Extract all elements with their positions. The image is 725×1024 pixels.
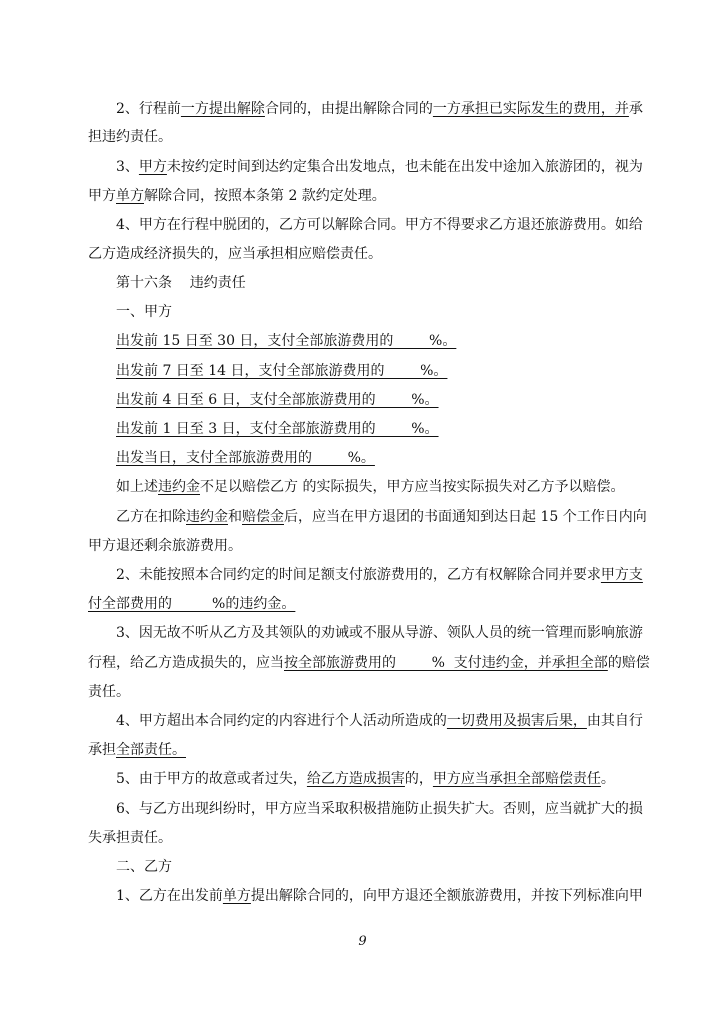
underlined-text: 甲方应当承担全部赔偿责任 <box>432 771 601 787</box>
text-span: 合同的，由提出解除合同的 <box>264 101 433 117</box>
text-span: 承 <box>628 101 643 117</box>
section-a-heading: 一、甲方 <box>116 304 172 320</box>
text-span: 的赔偿 <box>607 655 650 671</box>
paragraph-a6-line1: 6、与乙方出现纠纷时，甲方应当采取积极措施防止损失扩大。否则，应当就扩大的损 <box>116 801 643 817</box>
paragraph-4-line2: 乙方造成经济损失的，应当承担相应赔偿责任。 <box>88 246 382 262</box>
paragraph-a2-line1 <box>116 565 643 585</box>
text-span: 1、乙方在出发前 <box>116 888 223 904</box>
paragraph-3-line1 <box>116 157 643 177</box>
paragraph-2-line2: 担违约责任。 <box>88 129 172 145</box>
paragraph-refund-line2: 甲方退还剩余旅游费用。 <box>88 538 242 554</box>
paragraph-4-line1: 4、甲方在行程中脱团的，乙方可以解除合同。甲方不得要求乙方退还旅游费用。如给 <box>116 217 643 233</box>
text-span: 如上述 <box>116 479 158 495</box>
section-b-heading: 二、乙方 <box>116 859 172 875</box>
underlined-text: 赔偿金 <box>242 509 284 525</box>
paragraph-penalty-line1 <box>116 477 624 497</box>
paragraph-b1-line1 <box>116 886 643 906</box>
paragraph-a6-line2: 失承担责任。 <box>88 830 172 846</box>
text-span: 由其自行 <box>586 713 643 729</box>
paragraph-a2-line2: 付全部费用的 %的违约金。 <box>88 596 296 612</box>
text-span: 的， <box>404 771 433 787</box>
text-span: 2、行程前 <box>116 101 181 117</box>
paragraph-2-line1 <box>116 99 643 119</box>
text-span: 5、由于甲方的故意或者过失， <box>116 771 307 787</box>
fee-line-4: 出发前 1 日至 3 日，支付全部旅游费用的 %。 <box>116 421 439 437</box>
fee-line-3: 出发前 4 日至 6 日，支付全部旅游费用的 %。 <box>116 392 439 408</box>
paragraph-refund-line1 <box>116 507 647 527</box>
underlined-text: 按全部旅游费用的 % 支付违约金，并承担全部 <box>284 655 608 671</box>
text-span: 2、未能按照本合同约定的时间足额支付旅游费用的，乙方有权解除合同并要求 <box>116 567 601 583</box>
paragraph-a3-line1: 3、因无故不听从乙方及其领队的劝诫或不服从导游、领队人员的统一管理而影响旅游 <box>116 625 643 641</box>
underlined-text: 单方 <box>116 188 144 204</box>
text-span: 未按约定时间到达约定集合出发地点，也未能在出发中途加入旅游团的，视为 <box>166 159 643 175</box>
text-span: 后，应当在甲方退团的书面通知到达日起 15 个工作日内向 <box>284 509 647 525</box>
paragraph-a3-line3: 责任。 <box>88 684 130 700</box>
fee-line-2: 出发前 7 日至 14 日，支付全部旅游费用的 %。 <box>116 363 448 379</box>
paragraph-a3-line2 <box>88 653 650 673</box>
paragraph-a4-line1 <box>116 711 643 731</box>
underlined-text: 甲方 <box>138 159 167 175</box>
underlined-text: 一切费用及损害后果， <box>446 713 587 729</box>
underlined-text: 给乙方造成损害 <box>306 771 405 787</box>
text-span: 提出解除合同的，向甲方退还全额旅游费用，并按下列标准向甲 <box>250 888 643 904</box>
underlined-text: 甲方支 <box>600 567 643 583</box>
text-span: 。 <box>600 771 615 787</box>
paragraph-3-line2 <box>88 186 386 206</box>
underlined-text: 一方承担已实际发生的费用，并 <box>432 101 629 117</box>
page-number: 9 <box>358 934 367 949</box>
text-span: 承担 <box>88 742 116 758</box>
fee-line-5: 出发当日，支付全部旅游费用的 %。 <box>116 450 375 466</box>
text-span: 解除合同，按照本条第 2 款约定处理。 <box>144 188 386 204</box>
underlined-text: 违约金 <box>186 509 228 525</box>
text-span: 甲方 <box>88 188 116 204</box>
text-span: 行程，给乙方造成损失的，应当 <box>88 655 284 671</box>
underlined-text: 全部责任。 <box>116 742 186 758</box>
underlined-text: 一方提出解除 <box>180 101 265 117</box>
text-span: 乙方在扣除 <box>116 509 186 525</box>
text-span: 3、 <box>116 159 139 175</box>
text-span: 不足以赔偿乙方 的实际损失，甲方应当按实际损失对乙方予以赔偿。 <box>200 479 625 495</box>
article-16-heading: 第十六条 违约责任 <box>116 275 246 291</box>
text-span: 和 <box>228 509 242 525</box>
paragraph-a5-line1 <box>116 769 615 789</box>
paragraph-a4-line2 <box>88 740 186 760</box>
underlined-text: 违约金 <box>158 479 200 495</box>
text-span: 4、甲方超出本合同约定的内容进行个人活动所造成的 <box>116 713 447 729</box>
underlined-text: 单方 <box>222 888 251 904</box>
fee-line-1: 出发前 15 日至 30 日，支付全部旅游费用的 %。 <box>116 333 457 349</box>
